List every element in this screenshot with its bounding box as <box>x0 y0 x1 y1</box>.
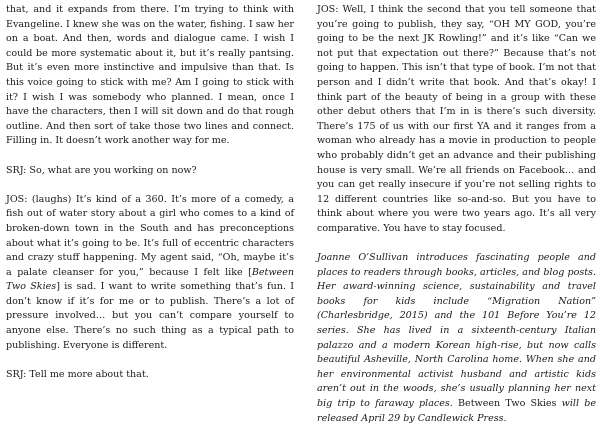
interview-answer-paragraph: that, and it expands from there. I’m trying to think with Evangeline. I knew she was on the water, fishing. I saw her on a boat. And then, words and dialogue came. I wish I could be more systematic about it, but it’s really pantsing. But it’s even more instinctive and impulsive than that. Is this voice going to stick with me? Am I going to stick with it? I wish I was somebody who planned. I mean, once I have the characters, then I will sit down and do that rough outline. And then sort of take those two lines and connect. Filling in. It doesn’t work another way for me. <box>6 4 294 147</box>
author-bio <box>317 251 596 426</box>
answer-text: ] is sad. I want to write something that’s fun. I don’t know if it’s for me or to publish. There’s a lot of pressure involved… but you can’t compare yourself to anyone else. There’s no such thing as a typical path to publishing. Everyone is different. <box>6 281 294 351</box>
paragraph-gap <box>6 353 294 368</box>
right-column <box>317 3 596 426</box>
book-title: Between Two Skies <box>452 398 562 410</box>
answer-text: JOS: (laughs) It’s kind of a 360. It’s more of a comedy, a fish out of water story about a girl who comes to a kind of broken-down town in the South and has preconceptions about what it’s going to be. It’s full of eccentric characters and crazy stuff happening. My agent said, “Oh, maybe it’s a palate cleanser for you,” because I felt like [ <box>6 193 294 278</box>
book-title: Between Two Skies <box>6 266 294 293</box>
paragraph-gap <box>6 178 294 193</box>
interview-answer-paragraph: JOS: Well, I think the second that you tell someone that you’re going to publish, they say, “OH MY GOD, you’re going to be the next JK Rowling!” and it’s like “Can we not put that expectation out there?” Because that’s not going to happen. This isn’t that type of book. I’m not that person and I didn’t write that book. And that’s okay! I think part of the beauty of being in a group with these other debut others that I’m in is there’s such diversity. There’s 175 of us with our first YA and it ranges from a woman who already has a movie in production to people who probably didn’t get an advance and their publishing house is very small. We’re all friends on Facebook… and you can get really insecure if you’re not selling rights to 12 different countries like so-and-so. But you have to think about where you were two years ago. It’s all very comparative. You have to stay focused. <box>317 4 596 234</box>
interview-question: SRJ: Tell me more about that. <box>6 368 149 380</box>
paragraph-gap <box>317 237 596 252</box>
bio-text: will be released April 29 by Candlewick Press. <box>317 398 596 424</box>
left-column <box>6 3 294 382</box>
interview-answer-paragraph <box>6 193 294 354</box>
paragraph-gap <box>6 149 294 164</box>
bio-text: Joanne O’Sullivan introduces fascinating people and places to readers through books, articles, and blog posts. Her award-winning science, sustainability and travel books for kids include “Migration Nation” (Charlesbridge, 2015) and the 101 Before You’re 12 series. She has lived in a sixteenth-century Italian palazzo and a modern Korean high-rise, but now calls beautiful Asheville, North Carolina home. When she and her environmental activist husband and artistic kids aren’t out in the woods, she’s usually planning her next big trip to faraway places. <box>317 252 596 410</box>
interview-question: SRJ: So, what are you working on now? <box>6 164 197 176</box>
